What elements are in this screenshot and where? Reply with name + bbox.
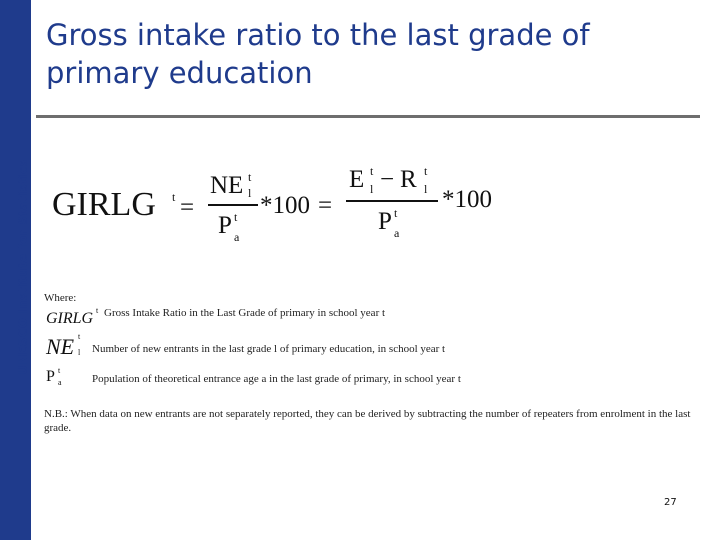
formula-num2-r-sup: t xyxy=(424,164,428,178)
def-symbol-p-sup: t xyxy=(58,366,61,375)
def-symbol-girlg-sup: t xyxy=(96,306,99,315)
formula-num2-e-sub: l xyxy=(370,182,374,196)
sidebar-label: UNESCO Institute for Statistics xyxy=(16,159,30,375)
footnote: N.B.: When data on new entrants are not separately reported, they can be derived by subtracting the number of repeaters from enrolment in the last grade. xyxy=(44,408,691,434)
def-text-p: Population of theoretical entrance age a in the last grade of primary, in school year t xyxy=(92,373,461,385)
def-symbol-ne-sup: t xyxy=(78,332,81,341)
def-symbol-ne: NE xyxy=(46,334,75,359)
formula-num2-e-sup: t xyxy=(370,164,374,178)
formula-eq2: = xyxy=(318,192,333,219)
def-symbol-p: P xyxy=(46,368,55,385)
where-label: Where: xyxy=(44,292,77,304)
formula-num2-r-sub: l xyxy=(424,182,428,196)
formula-num2-e: E xyxy=(349,166,365,193)
formula-num1-sup: t xyxy=(248,170,252,184)
title-divider xyxy=(36,115,700,118)
formula-den2-sub: a xyxy=(394,226,400,240)
formula-den1-sub: a xyxy=(234,230,240,244)
formula-times100b: *100 xyxy=(442,186,492,213)
formula-den2-sup: t xyxy=(394,206,398,220)
def-text-ne: Number of new entrants in the last grade l of primary education, in school year t xyxy=(92,343,446,355)
page-number: 27 xyxy=(664,497,677,508)
def-symbol-p-sub: a xyxy=(58,378,62,387)
fraction-bar-1 xyxy=(208,204,258,206)
formula-lhs-sup: t xyxy=(172,190,176,204)
formula-num2-r: R xyxy=(400,166,417,193)
formula-den1-sup: t xyxy=(234,210,238,224)
formula-lhs: GIRLG xyxy=(52,186,156,223)
formula-num1: NE xyxy=(210,172,244,199)
formula-den2: P xyxy=(378,208,392,235)
def-symbol-girlg: GIRLG xyxy=(46,310,94,327)
formula-num1-sub: l xyxy=(248,186,252,200)
formula-den1: P xyxy=(218,212,232,239)
slide-title: Gross intake ratio to the last grade of primary education xyxy=(46,18,590,90)
formula-num2-minus: − xyxy=(380,166,395,193)
def-symbol-ne-sub: l xyxy=(78,348,81,357)
fraction-bar-2 xyxy=(346,200,438,202)
formula xyxy=(52,160,512,250)
def-text-girlg: Gross Intake Ratio in the Last Grade of primary in school year t xyxy=(104,307,386,319)
formula-times100: *100 xyxy=(260,192,310,219)
formula-eq: = xyxy=(180,194,195,221)
